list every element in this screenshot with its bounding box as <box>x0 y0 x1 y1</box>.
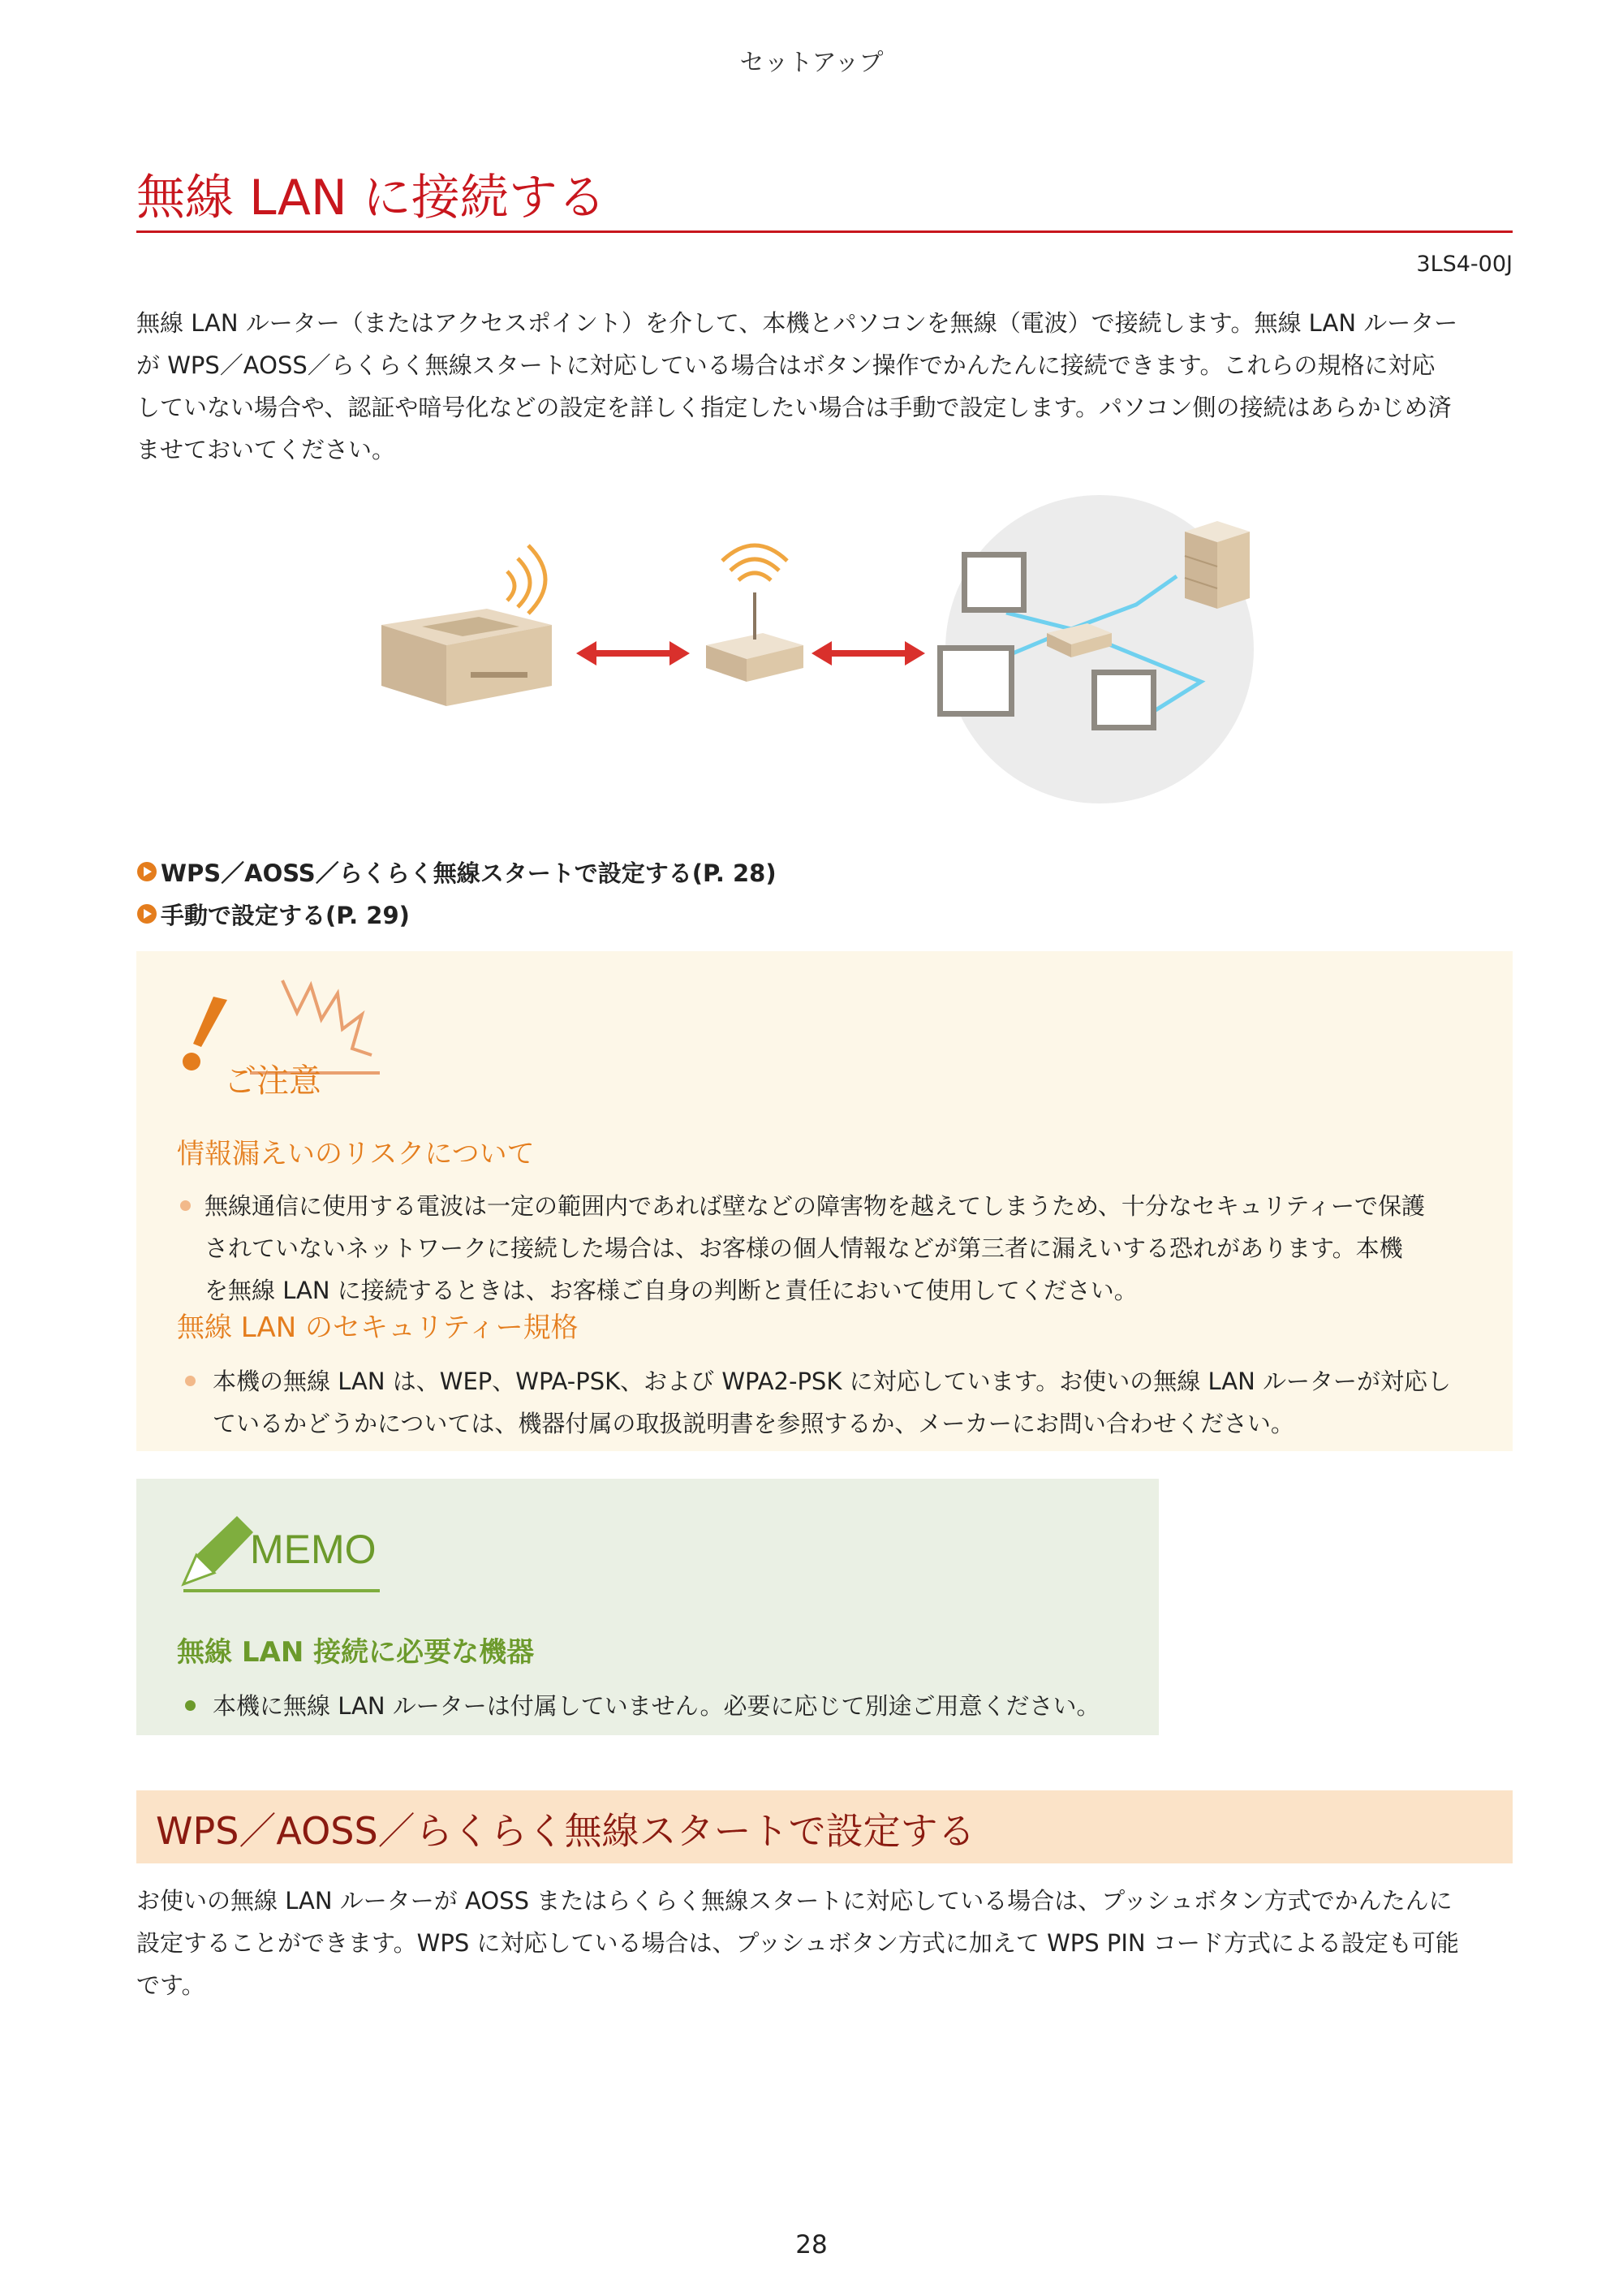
section-line: です。 <box>136 1971 205 1999</box>
link-label: 手動で設定する(P. 29) <box>161 901 410 929</box>
bullet-dot <box>180 1200 191 1211</box>
section-line: お使いの無線 LAN ルーターが AOSS またはらくらく無線スタートに対応している場合は、プッシュボタン方式でかんたんに <box>136 1887 1453 1915</box>
double-arrow-icon <box>812 641 925 666</box>
network-illustration <box>357 487 1282 812</box>
server-icon <box>1185 521 1250 609</box>
double-arrow-icon <box>576 641 690 666</box>
caution-heading-security: 無線 LAN のセキュリティー規格 <box>177 1312 579 1344</box>
link-arrow-icon <box>136 903 157 924</box>
memo-bullet <box>213 1685 1100 1727</box>
bullet-line: されていないネットワークに接続した場合は、お客様の個人情報などが第三者に漏えいする恐れがあります。本機 <box>204 1234 1403 1262</box>
caution-bullet-security <box>213 1360 1451 1445</box>
bullet-dot <box>185 1376 196 1386</box>
memo-badge: MEMO <box>250 1527 377 1572</box>
intro-line: 無線 LAN ルーター（またはアクセスポイント）を介して、本機とパソコンを無線（電波）で接続します。無線 LAN ルーター <box>136 309 1458 337</box>
running-header: セットアップ <box>739 49 884 77</box>
memo-box <box>136 1479 1159 1735</box>
bullet-dot <box>185 1700 196 1711</box>
link-arrow-icon <box>136 861 157 882</box>
caution-badge: ご注意 <box>224 1062 321 1100</box>
page-number: 28 <box>795 2230 828 2259</box>
caution-box <box>136 951 1513 1451</box>
link-wps-setup[interactable] <box>136 851 777 893</box>
link-label: WPS／AOSS／らくらく無線スタートで設定する(P. 28) <box>161 859 777 887</box>
bullet-line: ているかどうかについては、機器付属の取扱説明書を参照するか、メーカーにお問い合わせください。 <box>213 1410 1294 1437</box>
intro-line: が WPS／AOSS／らくらく無線スタートに対応している場合はボタン操作でかんたんに接続できます。これらの規格に対応 <box>136 351 1436 379</box>
link-list <box>136 851 777 935</box>
memo-heading: 無線 LAN 接続に必要な機器 <box>177 1636 535 1669</box>
document-id: 3LS4-00J <box>1416 252 1513 277</box>
section-line: 設定することができます。WPS に対応している場合は、プッシュボタン方式に加えて WPS PIN コード方式による設定も可能 <box>136 1929 1459 1957</box>
section-header-band <box>136 1790 1513 1863</box>
caution-heading-leak: 情報漏えいのリスクについて <box>177 1138 535 1170</box>
intro-line: していない場合や、認証や暗号化などの設定を詳しく指定したい場合は手動で設定します。パソコン側の接続はあらかじめ済 <box>136 394 1452 421</box>
wifi-printer-icon <box>381 545 552 706</box>
link-manual-setup[interactable] <box>136 893 777 935</box>
title-underline <box>136 230 1513 233</box>
page-title: 無線 LAN に接続する <box>136 170 606 226</box>
intro-paragraph <box>136 302 1516 471</box>
bullet-line: 本機に無線 LAN ルーターは付属していません。必要に応じて別途ご用意ください。 <box>213 1692 1100 1720</box>
intro-line: ませておいてください。 <box>136 436 396 463</box>
section-paragraph <box>136 1880 1516 2006</box>
bullet-line: 本機の無線 LAN は、WEP、WPA-PSK、および WPA2-PSK に対応しています。お使いの無線 LAN ルーターが対応し <box>213 1368 1452 1395</box>
wifi-router-icon <box>706 545 803 682</box>
section-title: WPS／AOSS／らくらく無線スタートで設定する <box>156 1809 975 1853</box>
bullet-line: を無線 LAN に接続するときは、お客様ご自身の判断と責任において使用してください。 <box>204 1277 1138 1304</box>
caution-bullet-leak <box>204 1185 1425 1312</box>
bullet-line: 無線通信に使用する電波は一定の範囲内であれば壁などの障害物を越えてしまうため、十分なセキュリティーで保護 <box>204 1192 1425 1220</box>
